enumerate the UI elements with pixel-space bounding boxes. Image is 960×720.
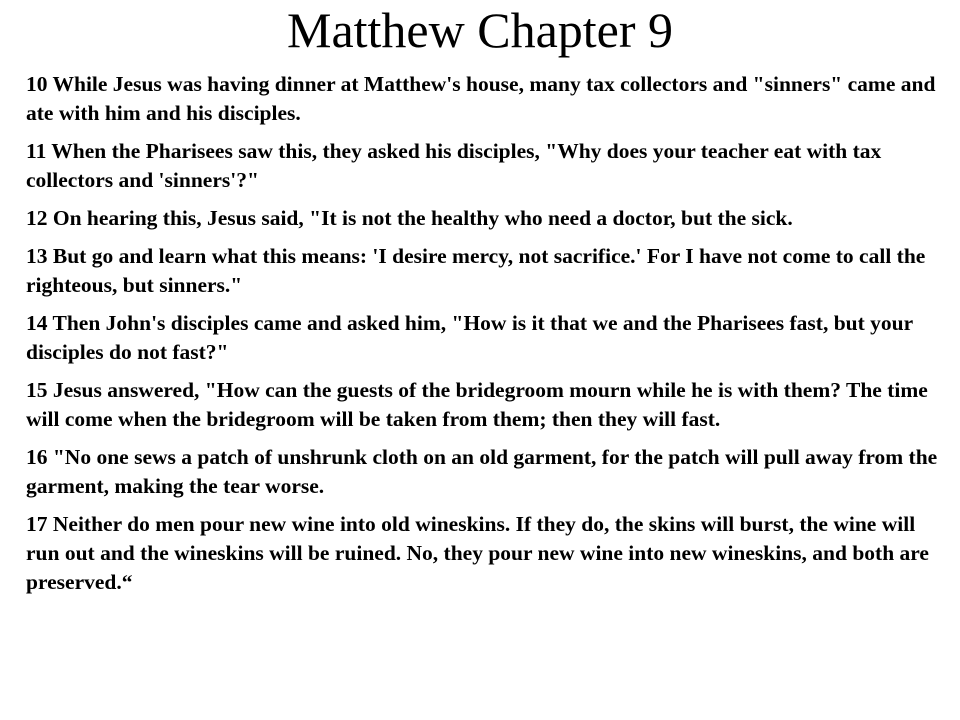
page-title: Matthew Chapter 9 <box>286 2 673 58</box>
verse-10: 10 While Jesus was having dinner at Matthew's house, many tax collectors and "sinners" came and ate with him and his disciples. <box>26 72 936 125</box>
verse-13: 13 But go and learn what this means: 'I desire mercy, not sacrifice.' For I have not come to call the righteous, but sinners." <box>26 244 926 297</box>
verse-11: 11 When the Pharisees saw this, they asked his disciples, "Why does your teacher eat with tax collectors and 'sinners'?" <box>26 139 882 192</box>
verse-14: 14 Then John's disciples came and asked him, "How is it that we and the Pharisees fast, but your disciples do not fast?" <box>26 311 913 364</box>
verse-list <box>26 70 946 606</box>
verse-17: 17 Neither do men pour new wine into old wineskins. If they do, the skins will burst, the wine will run out and the wineskins will be ruined. No, they pour new wine into new wineskins, and both are preserved.“ <box>26 512 929 594</box>
verse-15: 15 Jesus answered, "How can the guests of the bridegroom mourn while he is with them? The time will come when the bridegroom will be taken from them; then they will fast. <box>26 378 928 431</box>
verse-12: 12 On hearing this, Jesus said, "It is not the healthy who need a doctor, but the sick. <box>26 206 793 230</box>
verse-16: 16 "No one sews a patch of unshrunk cloth on an old garment, for the patch will pull away from the garment, making the tear worse. <box>26 445 938 498</box>
